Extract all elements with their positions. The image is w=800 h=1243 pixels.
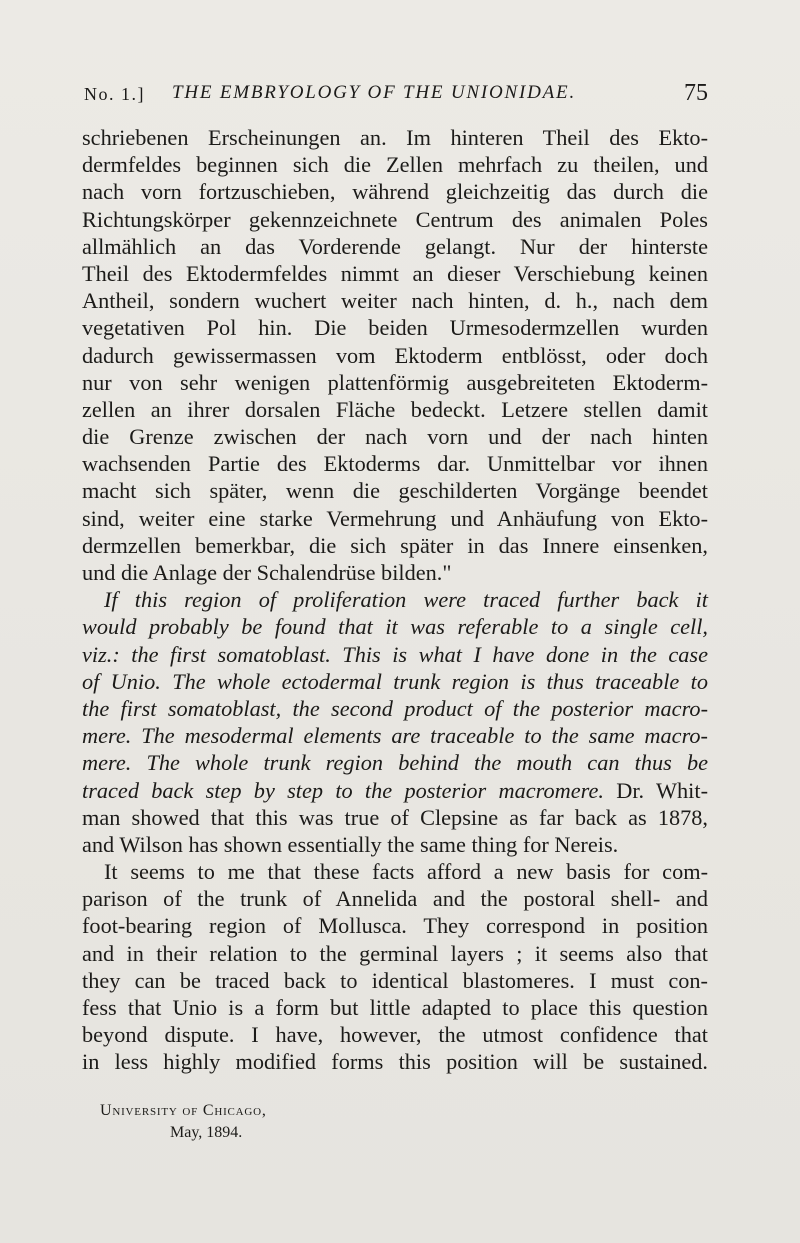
text-line-italic: would probably be found that it was referable to a single cell, [82, 614, 708, 640]
text-line-italic: mere. The mesodermal elements are traceable to the same macro- [82, 723, 708, 749]
roman-segment: Dr. Whit- [603, 777, 708, 803]
text-line: Richtungskörper gekennzeichnete Centrum des animalen Poles [82, 206, 708, 232]
text-line: und die Anlage der Schalendrüse bilden." [82, 560, 452, 585]
running-header [84, 80, 708, 114]
issue-number: No. 1.] [84, 84, 145, 104]
text-line-italic: mere. The whole trunk region behind the mouth can thus be [82, 750, 708, 776]
text-line: fess that Unio is a form but little adapted to place this question [82, 995, 708, 1020]
text-line: dermfeldes beginnen sich die Zellen mehrfach zu theilen, und [82, 152, 708, 178]
text-line: foot-bearing region of Mollusca. They correspond in position [82, 913, 708, 939]
text-line: allmählich an das Vorderende gelangt. Nur der hinterste [82, 233, 708, 259]
text-line: sind, weiter eine starke Vermehrung und Anhäufung von Ekto- [82, 505, 708, 531]
body-text [82, 124, 708, 1076]
text-line-italic: If this region of proliferation were traced further back it [104, 587, 708, 613]
text-line-italic: the first somatoblast, the second product of the posterior macro- [82, 695, 708, 721]
text-line: vegetativen Pol hin. Die beiden Urmesodermzellen wurden [82, 315, 708, 341]
text-line: in less highly modified forms this position will be sustained. [82, 1049, 708, 1075]
text-line: Theil des Ektodermfeldes nimmt an dieser Verschiebung keinen [82, 260, 708, 286]
text-line: macht sich später, wenn die geschilderten Vorgänge beendet [82, 478, 708, 504]
text-line: zellen an ihrer dorsalen Fläche bedeckt. Letzere stellen damit [82, 396, 708, 422]
text-line: wachsenden Partie des Ektoderms dar. Unmittelbar vor ihnen [82, 451, 708, 477]
signature-block [100, 1100, 267, 1144]
text-line: parison of the trunk of Annelida and the postoral shell- and [82, 886, 708, 912]
date: May, 1894. [170, 1124, 243, 1141]
text-line: die Grenze zwischen der nach vorn und der nach hinten [82, 424, 708, 450]
text-line: dermzellen bemerkbar, die sich später in das Innere einsenken, [82, 532, 708, 558]
text-line: and in their relation to the germinal layers ; it seems also that [82, 940, 708, 966]
text-line-italic: of Unio. The whole ectodermal trunk region is thus traceable to [82, 668, 708, 694]
text-line-italic: viz.: the first somatoblast. This is what I have done in the case [82, 641, 708, 667]
running-title: THE EMBRYOLOGY OF THE UNIONIDAE. [172, 82, 577, 103]
italic-segment: traced back step by step to the posterior macromere. [82, 777, 604, 803]
text-line: It seems to me that these facts afford a new basis for com- [104, 859, 708, 885]
institution: University of Chicago, [100, 1102, 267, 1119]
page-number: 75 [684, 80, 708, 106]
text-line: man showed that this was true of Clepsine as far back as 1878, [82, 804, 708, 830]
text-line: they can be traced back to identical blastomeres. I must con- [82, 967, 708, 993]
text-line: beyond dispute. I have, however, the utmost confidence that [82, 1022, 708, 1048]
text-line: nur von sehr wenigen plattenförmig ausgebreiteten Ektoderm- [82, 369, 708, 395]
text-line: dadurch gewissermassen vom Ektoderm entblösst, oder doch [82, 342, 708, 368]
text-line: and Wilson has shown essentially the same thing for Nereis. [82, 831, 619, 857]
text-line-mixed [82, 777, 708, 804]
text-line: Antheil, sondern wuchert weiter nach hinten, d. h., nach dem [82, 288, 708, 314]
text-line: schriebenen Erscheinungen an. Im hinteren Theil des Ekto- [82, 125, 708, 150]
text-line: nach vorn fortzuschieben, während gleichzeitig das durch die [82, 179, 708, 205]
